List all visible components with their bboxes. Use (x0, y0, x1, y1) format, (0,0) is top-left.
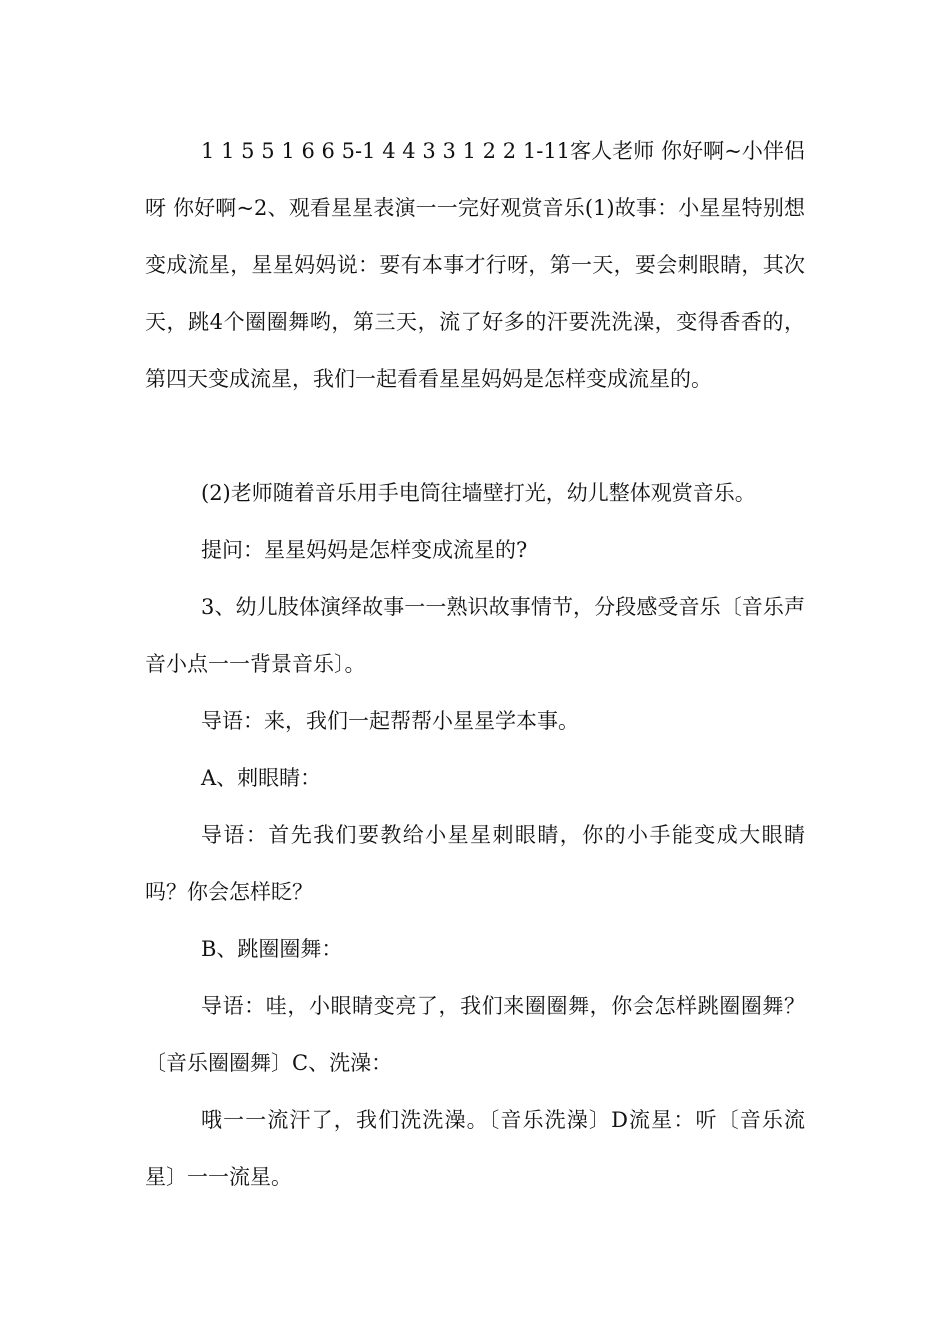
paragraph-question: 提问：星星妈妈是怎样变成流星的? (201, 538, 528, 562)
paragraph-step-3: 3、幼儿肢体演绎故事一一熟识故事情节，分段感受音乐〔音乐声音小点一一背景音乐〕。 (145, 595, 805, 676)
paragraph-eyes-guide: 导语：首先我们要教给小星星刺眼睛，你的小手能变成大眼睛吗？你会怎样眨？ (145, 823, 805, 904)
paragraph-section-a: A、刺眼睛： (201, 766, 322, 790)
paragraph-section-b: B、跳圈圈舞： (201, 937, 343, 961)
paragraph-song-and-story: 1 1 5 5 1 6 6 5-1 4 4 3 3 1 2 2 1-11客人老师 你好啊~小伴侣呀 你好啊~2、观看星星表演一一完好观赏音乐(1)故事：小星星特别想变成流星，星星妈妈说：要有本事才行呀，第一天，要会刺眼睛，其次天，跳4个圈圈舞哟，第三天，流了好多的汗要洗洗澡，变得香香的，第四天变成流星，我们一起看看星星妈妈是怎样变成流星的。 (145, 139, 805, 391)
paragraph-teacher-flashlight: (2)老师随着音乐用手电筒往墙壁打光，幼儿整体观赏音乐。 (201, 481, 756, 505)
paragraph-dance-guide: 导语：哇，小眼睛变亮了，我们来圈圈舞，你会怎样跳圈圈舞？〔音乐圈圈舞〕C、洗澡： (145, 994, 805, 1075)
paragraph-bath-meteor: 哦一一流汗了，我们洗洗澡。〔音乐洗澡〕D流星：听〔音乐流星〕一一流星。 (145, 1108, 805, 1189)
paragraph-intro-help: 导语：来，我们一起帮帮小星星学本事。 (201, 709, 579, 733)
